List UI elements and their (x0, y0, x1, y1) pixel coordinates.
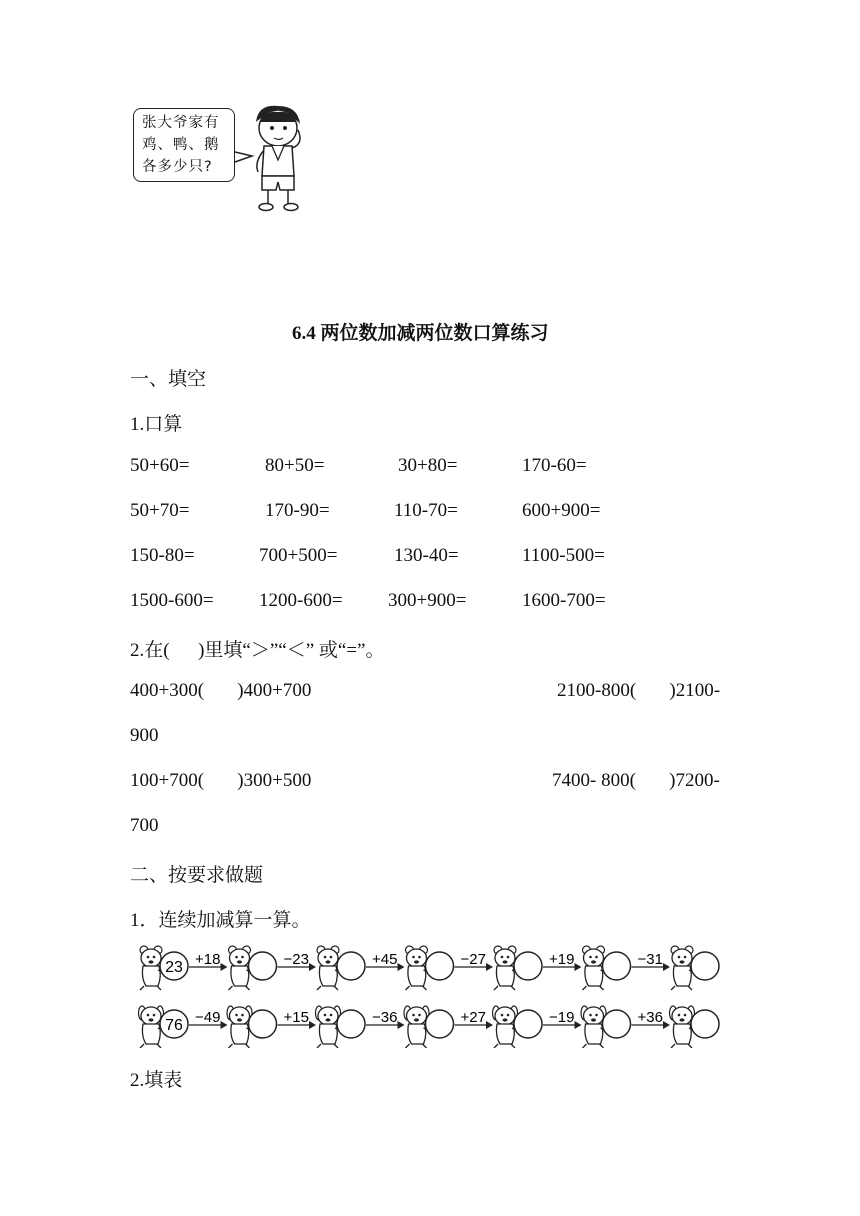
section-heading-1: 一、填空 (130, 369, 207, 390)
chain-start-value: 23 (165, 959, 183, 976)
answer-circle (691, 952, 719, 980)
answer-circle (249, 1010, 277, 1038)
question-chain: 1．连续加减算一算。 (130, 910, 311, 931)
speech-bubble (133, 108, 235, 182)
oral-item: 1200-600= (259, 590, 343, 611)
arrow-head (221, 1021, 228, 1029)
oral-item: 1500-600= (130, 590, 214, 611)
oral-item: 130-40= (394, 545, 459, 566)
answer-circle (514, 1010, 542, 1038)
oral-item: 150-80= (130, 545, 195, 566)
oral-item: 300+900= (388, 590, 467, 611)
chain-operation: +19 (549, 951, 575, 968)
answer-circle (426, 1010, 454, 1038)
chain-operation: +45 (372, 951, 398, 968)
speech-line-1: 张大爷家有 (142, 115, 220, 131)
boy-illustration (230, 100, 310, 215)
chain-operation: −27 (460, 951, 486, 968)
arrow-head (486, 1021, 493, 1029)
page-title: 6.4 两位数加减两位数口算练习 (292, 323, 549, 344)
answer-circle (603, 1010, 631, 1038)
speech-line-2: 鸡、鸭、鹅 (142, 137, 220, 153)
answer-circle (426, 952, 454, 980)
chain-operation: +27 (460, 1009, 486, 1026)
oral-item: 30+80= (398, 455, 458, 476)
question-compare: 2.在( )里填“＞”“＜” 或“=”。 (130, 640, 385, 661)
chain-operation: +36 (637, 1009, 663, 1026)
answer-circle (337, 1010, 365, 1038)
answer-circle (603, 952, 631, 980)
chain-start-value: 76 (165, 1017, 183, 1034)
oral-item: 700+500= (259, 545, 338, 566)
compare-wrap: 900 (130, 725, 159, 746)
arrow-head (486, 963, 493, 971)
arrow-head (663, 1021, 670, 1029)
oral-item: 110-70= (394, 500, 458, 521)
question-table: 2.填表 (130, 1070, 183, 1091)
compare-wrap: 700 (130, 815, 159, 836)
chain-operation: −23 (283, 951, 309, 968)
arrow-head (575, 963, 582, 971)
chain-operation: −31 (637, 951, 663, 968)
chain-operation: +18 (195, 951, 221, 968)
speech-line-3: 各多少只? (142, 159, 213, 175)
chain-operation: −19 (549, 1009, 575, 1026)
oral-item: 50+60= (130, 455, 190, 476)
section-heading-2: 二、按要求做题 (130, 865, 264, 886)
oral-item: 1600-700= (522, 590, 606, 611)
compare-item: 7400- 800( )7200- (552, 770, 720, 791)
arrow-head (663, 963, 670, 971)
answer-circle (691, 1010, 719, 1038)
question-oral: 1.口算 (130, 414, 183, 435)
oral-item: 50+70= (130, 500, 190, 521)
oral-item: 600+900= (522, 500, 601, 521)
arrow-head (309, 963, 316, 971)
arrow-head (398, 963, 405, 971)
arrow-head (221, 963, 228, 971)
compare-item: 2100-800( )2100- (557, 680, 721, 701)
answer-circle (249, 952, 277, 980)
chain-operation: −49 (195, 1009, 221, 1026)
arrow-head (398, 1021, 405, 1029)
answer-circle (337, 952, 365, 980)
chain-operation: −36 (372, 1009, 398, 1026)
oral-item: 1100-500= (522, 545, 605, 566)
chain-calculation (130, 938, 730, 1048)
oral-item: 170-60= (522, 455, 587, 476)
arrow-head (575, 1021, 582, 1029)
oral-item: 170-90= (265, 500, 330, 521)
oral-item: 80+50= (265, 455, 325, 476)
chain-operation: +15 (283, 1009, 309, 1026)
answer-circle (514, 952, 542, 980)
compare-item: 100+700( )300+500 (130, 770, 312, 791)
arrow-head (309, 1021, 316, 1029)
compare-item: 400+300( )400+700 (130, 680, 312, 701)
